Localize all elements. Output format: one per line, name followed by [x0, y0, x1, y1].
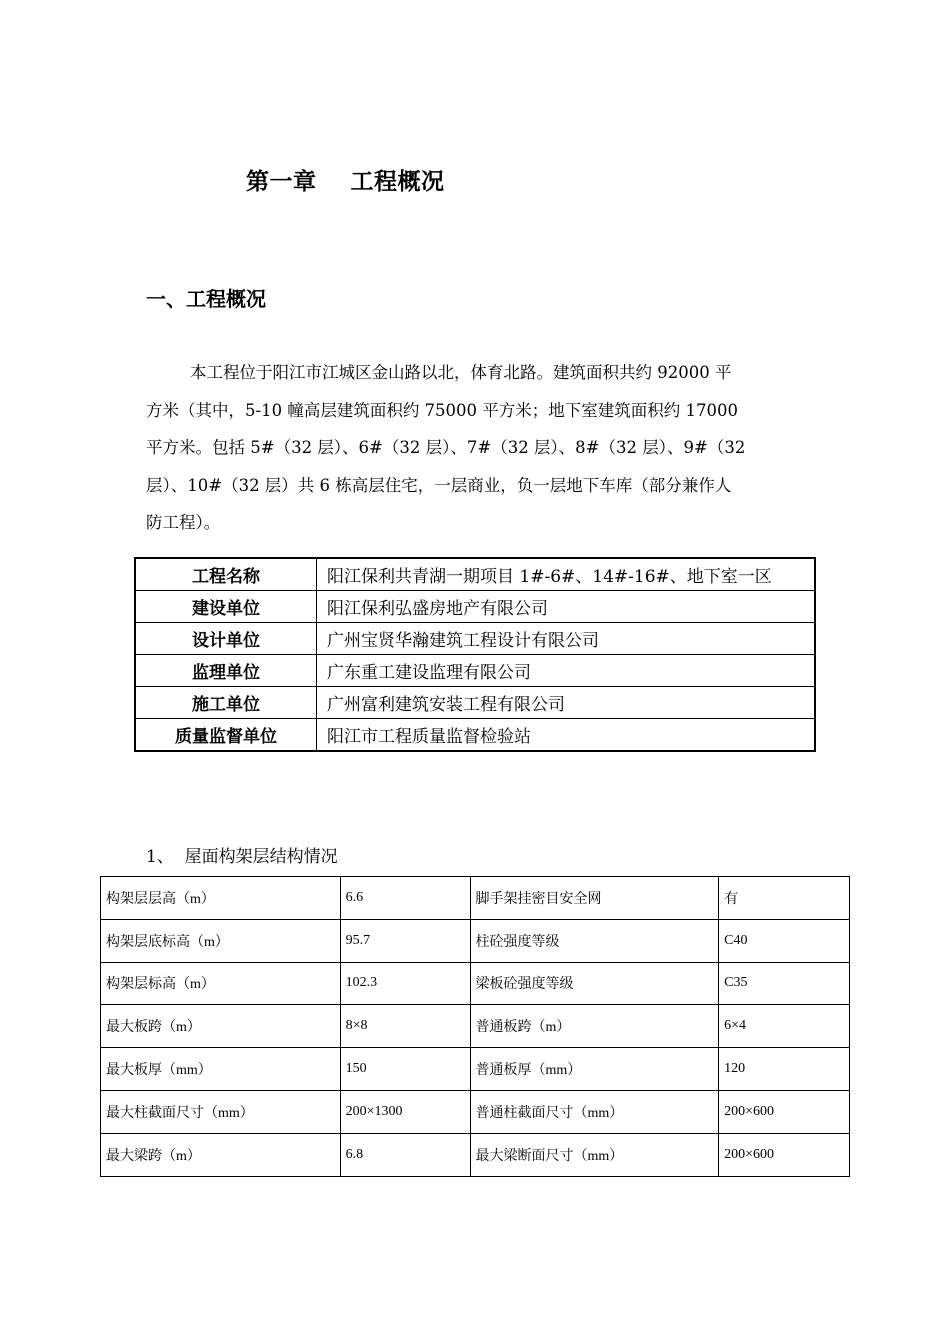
table-cell: 脚手架挂密目安全网 [470, 877, 719, 920]
table-cell: 构架层底标高（m） [101, 919, 341, 962]
table-cell: 有 [719, 877, 850, 920]
table-cell: 120 [719, 1048, 850, 1091]
table-cell: 构架层标高（m） [101, 962, 341, 1005]
table-row [101, 1005, 850, 1048]
table-row [135, 687, 815, 719]
table-cell: 柱砼强度等级 [470, 919, 719, 962]
table-cell: 95.7 [340, 919, 470, 962]
table-row [135, 591, 815, 623]
table-cell: 150 [340, 1048, 470, 1091]
table-cell: 普通柱截面尺寸（mm） [470, 1090, 719, 1133]
table-row [101, 962, 850, 1005]
subsection-title: 1、 屋面构架层结构情况 [146, 847, 338, 867]
info-key: 建设单位 [135, 591, 317, 623]
table-cell: C40 [719, 919, 850, 962]
info-value: 阳江市工程质量监督检验站 [317, 719, 816, 752]
intro-line: 层）、10#（32 层）共 6 栋高层住宅，一层商业，负一层地下车库（部分兼作人 [146, 475, 732, 495]
table-cell: 200×600 [719, 1090, 850, 1133]
table-cell: 最大梁跨（m） [101, 1133, 341, 1176]
info-value: 广州宝贤华瀚建筑工程设计有限公司 [317, 623, 816, 655]
intro-line: 平方米。包括 5#（32 层）、6#（32 层）、7#（32 层）、8#（32 层）、9#（32 [146, 438, 746, 457]
table-row [101, 1048, 850, 1091]
table-cell: 200×600 [719, 1133, 850, 1176]
table-row [135, 623, 815, 655]
roof-structure-table [100, 876, 850, 1177]
table-cell: 200×1300 [340, 1090, 470, 1133]
intro-line: 本工程位于阳江市江城区金山路以北，体育北路。建筑面积共约 92000 平 [190, 363, 732, 382]
table-cell: C35 [719, 962, 850, 1005]
table-row [101, 877, 850, 920]
table-cell: 最大板跨（m） [101, 1005, 341, 1048]
table-cell: 最大板厚（mm） [101, 1048, 341, 1091]
info-value: 广东重工建设监理有限公司 [317, 655, 816, 687]
section-title: 一、工程概况 [146, 287, 266, 311]
table-cell: 8×8 [340, 1005, 470, 1048]
table-cell: 最大柱截面尺寸（mm） [101, 1090, 341, 1133]
info-key: 设计单位 [135, 623, 317, 655]
table-cell: 普通板跨（m） [470, 1005, 719, 1048]
table-cell: 102.3 [340, 962, 470, 1005]
info-value: 阳江保利共青湖一期项目 1#-6#、14#-16#、地下室一区 [317, 558, 816, 591]
table-row [135, 558, 815, 591]
intro-paragraph [146, 354, 812, 542]
info-key: 施工单位 [135, 687, 317, 719]
info-value: 广州富利建筑安装工程有限公司 [317, 687, 816, 719]
table-row [101, 919, 850, 962]
intro-line: 防工程）。 [146, 513, 221, 532]
project-info-table [134, 557, 816, 752]
info-key: 监理单位 [135, 655, 317, 687]
chapter-title: 第一章 工程概况 [246, 169, 445, 195]
table-row [135, 719, 815, 752]
table-row [101, 1090, 850, 1133]
table-cell: 6.6 [340, 877, 470, 920]
table-cell: 普通板厚（mm） [470, 1048, 719, 1091]
table-cell: 构架层层高（m） [101, 877, 341, 920]
table-cell: 6.8 [340, 1133, 470, 1176]
info-key: 工程名称 [135, 558, 317, 591]
table-cell: 梁板砼强度等级 [470, 962, 719, 1005]
table-row [101, 1133, 850, 1176]
table-row [135, 655, 815, 687]
info-key: 质量监督单位 [135, 719, 317, 752]
info-value: 阳江保利弘盛房地产有限公司 [317, 591, 816, 623]
table-cell: 6×4 [719, 1005, 850, 1048]
intro-line: 方米（其中，5-10 幢高层建筑面积约 75000 平方米；地下室建筑面积约 17000 [146, 400, 739, 420]
table-cell: 最大梁断面尺寸（mm） [470, 1133, 719, 1176]
